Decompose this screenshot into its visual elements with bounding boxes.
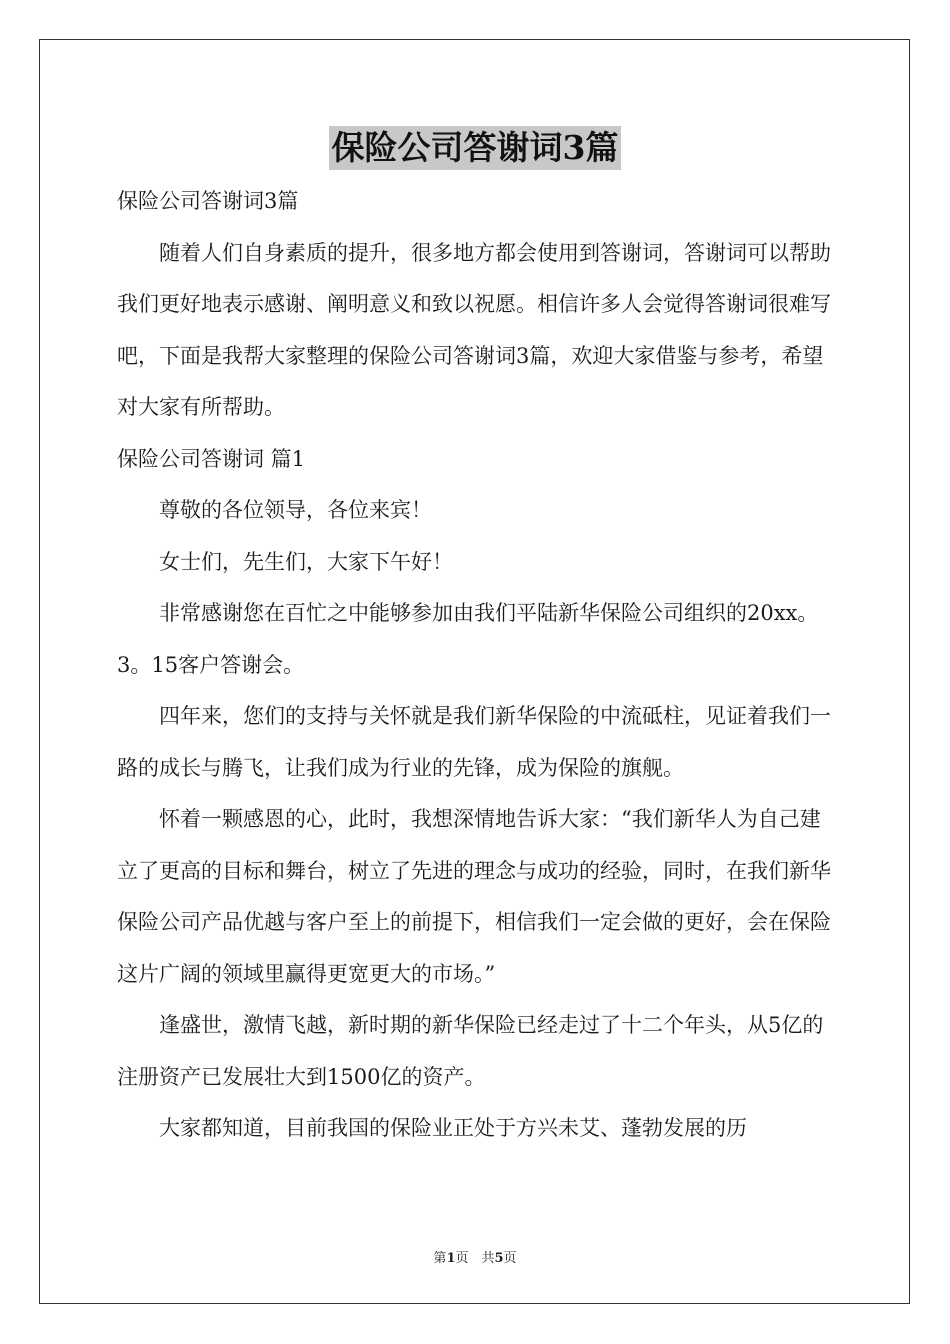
body-paragraph: 女士们，先生们，大家下午好！ [159, 549, 453, 574]
footer-mid: 页 共 [455, 1251, 495, 1266]
body-paragraph: 大家都知道，目前我国的保险业正处于方兴未艾、蓬勃发展的历 [159, 1116, 747, 1140]
body-paragraph: 怀着一颗感恩的心，此时，我想深情地告诉大家：“我们新华人为自己建立了更高的目标和舞台，树立了先进的理念与成功的经验，同时，在我们新华保险公司产品优越与客户至上的前提下，相信我们一定会做的更好，会在保险这片广阔的领域里赢得更宽更大的市场。” [117, 807, 831, 986]
page-footer [0, 1247, 950, 1266]
body-paragraph: 保险公司答谢词3篇 [117, 189, 299, 213]
footer-current-page: 1 [446, 1251, 456, 1266]
body-paragraph: 保险公司答谢词 篇1 [117, 446, 306, 471]
footer-suffix: 页 [503, 1251, 517, 1266]
title-container [0, 126, 950, 170]
document-body [117, 176, 839, 1155]
body-paragraph: 随着人们自身素质的提升，很多地方都会使用到答谢词，答谢词可以帮助我们更好地表示感谢、阐明意义和致以祝愿。相信许多人会觉得答谢词很难写吧，下面是我帮大家整理的保险公司答谢词3篇，欢迎大家借鉴与参考，希望对大家有所帮助。 [117, 240, 831, 419]
body-paragraph: 逢盛世，激情飞越，新时期的新华保险已经走过了十二个年头，从5亿的注册资产已发展壮大到1500亿的资产。 [117, 1013, 824, 1089]
document-title: 保险公司答谢词3篇 [329, 126, 622, 170]
footer-total-pages: 5 [494, 1251, 504, 1266]
body-paragraph: 非常感谢您在百忙之中能够参加由我们平陆新华保险公司组织的20xx。3。15客户答谢会。 [117, 601, 819, 677]
footer-prefix: 第 [433, 1251, 447, 1266]
body-paragraph: 四年来，您们的支持与关怀就是我们新华保险的中流砥柱，见证着我们一路的成长与腾飞，让我们成为行业的先锋，成为保险的旗舰。 [117, 704, 831, 780]
body-paragraph: 尊敬的各位领导，各位来宾！ [159, 498, 432, 522]
